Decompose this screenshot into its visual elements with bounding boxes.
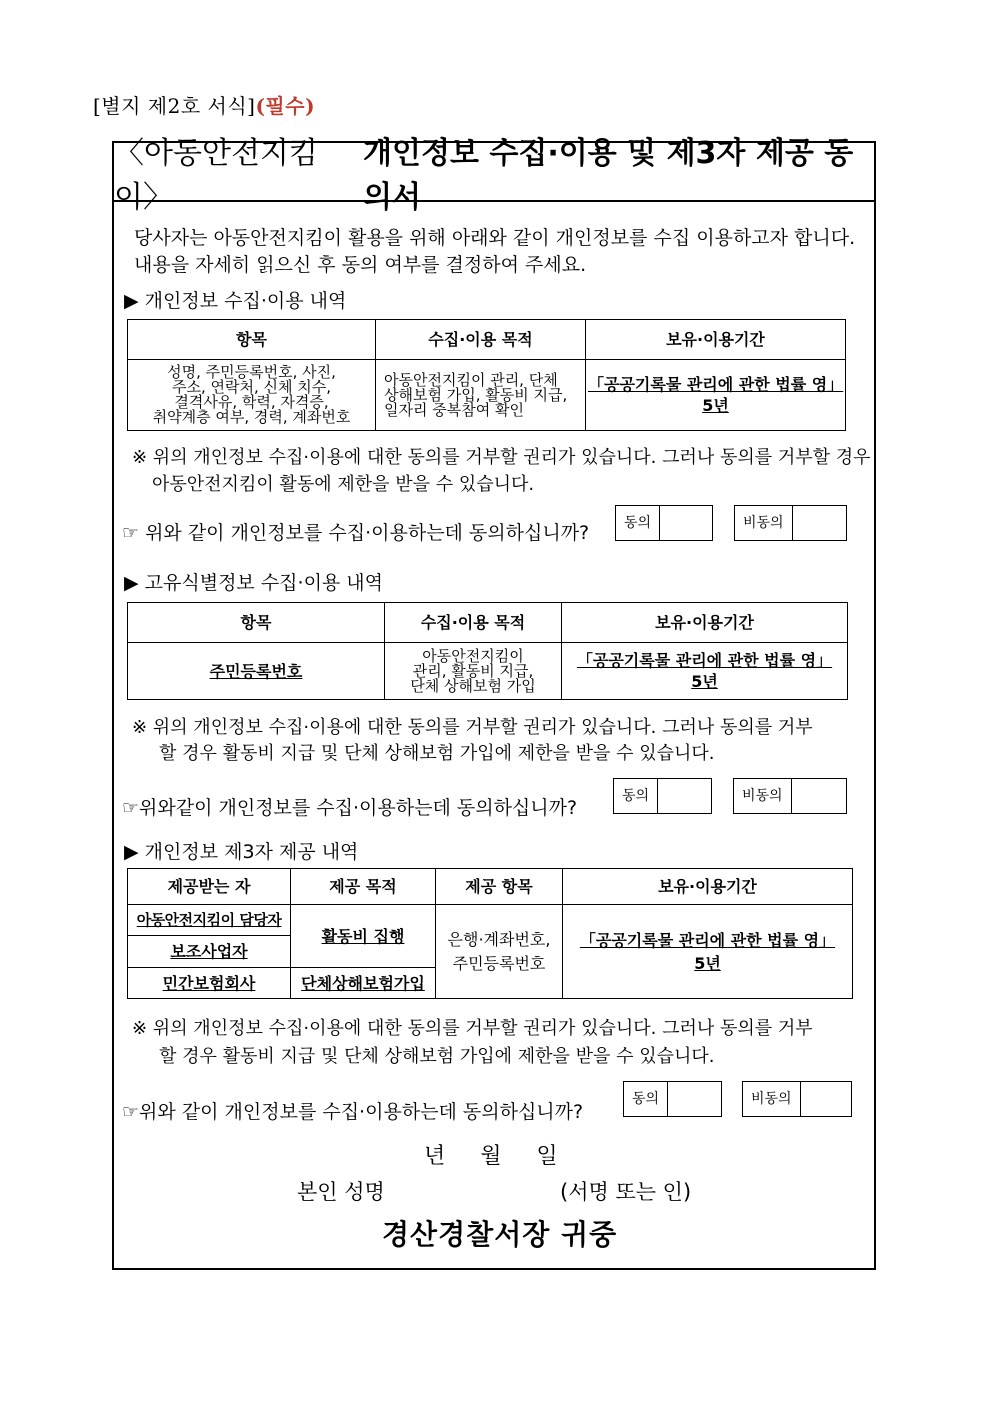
s1-purpose-cell (376, 360, 586, 431)
s2-consent-question: ☞위와같이 개인정보를 수집·이용하는데 동의하십니까? (122, 797, 578, 819)
s1-purpose-line: 아동안전지킴이 관리, 단체 (384, 370, 558, 389)
s1-item-line: 주소, 연락처, 신체 치수, (171, 378, 332, 396)
s1-consent-question: ☞ 위와 같이 개인정보를 수집·이용하는데 동의하십니까? (122, 522, 590, 544)
signer-name-label: 본인 성명 (297, 1180, 385, 1204)
s2-agree-label: 동의 (614, 779, 658, 813)
s1-item-line: 성명, 주민등록번호, 사진, (167, 363, 336, 381)
form-number: [별지 제2호 서식] (93, 94, 256, 118)
s3-purpose-activity-cell (291, 905, 436, 968)
s3-header-purpose: 제공 목적 (291, 869, 436, 905)
s2-period-years: 5년 (691, 672, 718, 691)
s1-disagree-box[interactable] (734, 505, 847, 541)
s3-recipient: 민간보험회사 (162, 973, 256, 993)
s2-notice-2: 할 경우 활동비 지급 및 단체 상해보험 가입에 제한을 받을 수 있습니다. (159, 743, 715, 764)
s2-purpose-line: 단체 상해보험 가입 (410, 676, 536, 695)
s3-item-line: 은행·계좌번호, (447, 929, 551, 949)
s2-item: 주민등록번호 (209, 661, 303, 681)
s2-agree-box[interactable] (613, 778, 712, 814)
title-main: 개인정보 수집·이용 및 제3자 제공 동의서 (363, 135, 854, 215)
s3-purpose-activity: 활동비 집행 (321, 926, 405, 946)
s3-agree-label: 동의 (624, 1082, 668, 1116)
s2-purpose-line: 아동안전지킴이 (422, 646, 524, 665)
section2-table (127, 602, 848, 700)
s3-item-line: 주민등록번호 (452, 953, 546, 973)
s3-period-law: 「공공기록물 관리에 관한 법률 영」 (579, 930, 836, 950)
s2-agree-checkbox[interactable] (658, 779, 711, 813)
intro-line-2: 내용을 자세히 읽으신 후 동의 여부를 결정하여 주세요. (134, 254, 587, 276)
s2-header-period: 보유·이용기간 (562, 603, 848, 643)
s1-purpose-line: 상해보험 가입, 활동비 지급, (384, 385, 568, 404)
section1-heading: ▶ 개인정보 수집·이용 내역 (124, 290, 347, 312)
s2-period-law: 「공공기록물 관리에 관한 법률 영」 (576, 651, 833, 670)
section1-table (127, 319, 846, 431)
s3-purpose-insurance-cell (291, 968, 436, 999)
s3-recipient-cell (128, 936, 291, 968)
s1-agree-box[interactable] (615, 505, 713, 541)
s3-header-items: 제공 항목 (436, 869, 563, 905)
s1-notice-2: 아동안전지킴이 활동에 제한을 받을 수 있습니다. (152, 474, 535, 495)
s2-header-item: 항목 (128, 603, 385, 643)
s3-agree-box[interactable] (623, 1081, 722, 1117)
section3-heading: ▶ 개인정보 제3자 제공 내역 (124, 841, 359, 863)
section3-table (127, 868, 853, 999)
s1-period-cell (586, 360, 846, 431)
s3-period-cell (563, 905, 853, 999)
issuer: 경산경찰서장 귀중 (382, 1218, 618, 1251)
s1-disagree-checkbox[interactable] (793, 506, 846, 540)
s3-recipient: 보조사업자 (170, 942, 248, 961)
s2-disagree-checkbox[interactable] (792, 779, 846, 813)
s3-consent-question: ☞위와 같이 개인정보를 수집·이용하는데 동의하십니까? (122, 1101, 584, 1123)
s2-disagree-label: 비동의 (734, 779, 792, 813)
s3-items-cell (436, 905, 563, 999)
signature-hint: (서명 또는 인) (560, 1180, 692, 1204)
form-label (93, 90, 315, 119)
s3-recipient: 아동안전지킴이 담당자 (136, 910, 282, 929)
intro-line-1: 당사자는 아동안전지킴이 활용을 위해 아래와 같이 개인정보를 수집 이용하고자 합니다. (134, 227, 856, 249)
s3-header-period: 보유·이용기간 (563, 869, 853, 905)
s1-period-years: 5년 (702, 396, 729, 415)
s3-agree-checkbox[interactable] (668, 1082, 721, 1116)
s1-purpose-line: 일자리 중복참여 확인 (384, 400, 524, 419)
s1-notice-1: ※ 위의 개인정보 수집·이용에 대한 동의를 거부할 권리가 있습니다. 그러나 동의를 거부할 경우 (132, 447, 871, 468)
s1-agree-checkbox[interactable] (660, 506, 712, 540)
s1-items-cell (128, 360, 376, 431)
s3-disagree-label: 비동의 (743, 1082, 801, 1116)
s3-notice-2: 할 경우 활동비 지급 및 단체 상해보험 가입에 제한을 받을 수 있습니다. (159, 1046, 715, 1067)
s3-header-recipient: 제공받는 자 (128, 869, 291, 905)
s1-item-line: 결격사유, 학력, 자격증, (174, 393, 329, 411)
s1-header-period: 보유·이용기간 (586, 320, 846, 360)
s3-disagree-checkbox[interactable] (801, 1082, 851, 1116)
required-mark: (필수) (255, 94, 316, 118)
s1-disagree-label: 비동의 (735, 506, 793, 540)
s3-recipient-cell (128, 905, 291, 936)
s3-period-years: 5년 (694, 953, 721, 973)
s3-notice-1: ※ 위의 개인정보 수집·이용에 대한 동의를 거부할 권리가 있습니다. 그러나 동의를 거부 (132, 1018, 813, 1039)
s1-period-law: 「공공기록물 관리에 관한 법률 영」 (588, 375, 844, 394)
s3-purpose-insurance: 단체상해보험가입 (301, 973, 425, 993)
section2-heading: ▶ 고유식별정보 수집·이용 내역 (124, 572, 384, 594)
s1-header-purpose: 수집·이용 목적 (376, 320, 586, 360)
s1-agree-label: 동의 (616, 506, 660, 540)
s2-purpose-line: 관리, 활동비 지급, (412, 661, 534, 680)
s2-purpose-cell (385, 643, 562, 700)
date-line: 년 월 일 (424, 1144, 558, 1169)
s3-recipient-cell (128, 968, 291, 999)
form-title (114, 135, 874, 215)
s2-item-cell (128, 643, 385, 700)
consent-form (112, 135, 876, 1270)
s2-period-cell (562, 643, 848, 700)
s2-notice-1: ※ 위의 개인정보 수집·이용에 대한 동의를 거부할 권리가 있습니다. 그러나 동의를 거부 (132, 717, 813, 738)
s2-header-purpose: 수집·이용 목적 (385, 603, 562, 643)
title-prefix: 〈아동안전지킴이〉 (114, 135, 318, 215)
s3-disagree-box[interactable] (742, 1081, 852, 1117)
s1-item-line: 취약계층 여부, 경력, 계좌번호 (152, 408, 351, 426)
s2-disagree-box[interactable] (733, 778, 847, 814)
s1-header-item: 항목 (128, 320, 376, 360)
